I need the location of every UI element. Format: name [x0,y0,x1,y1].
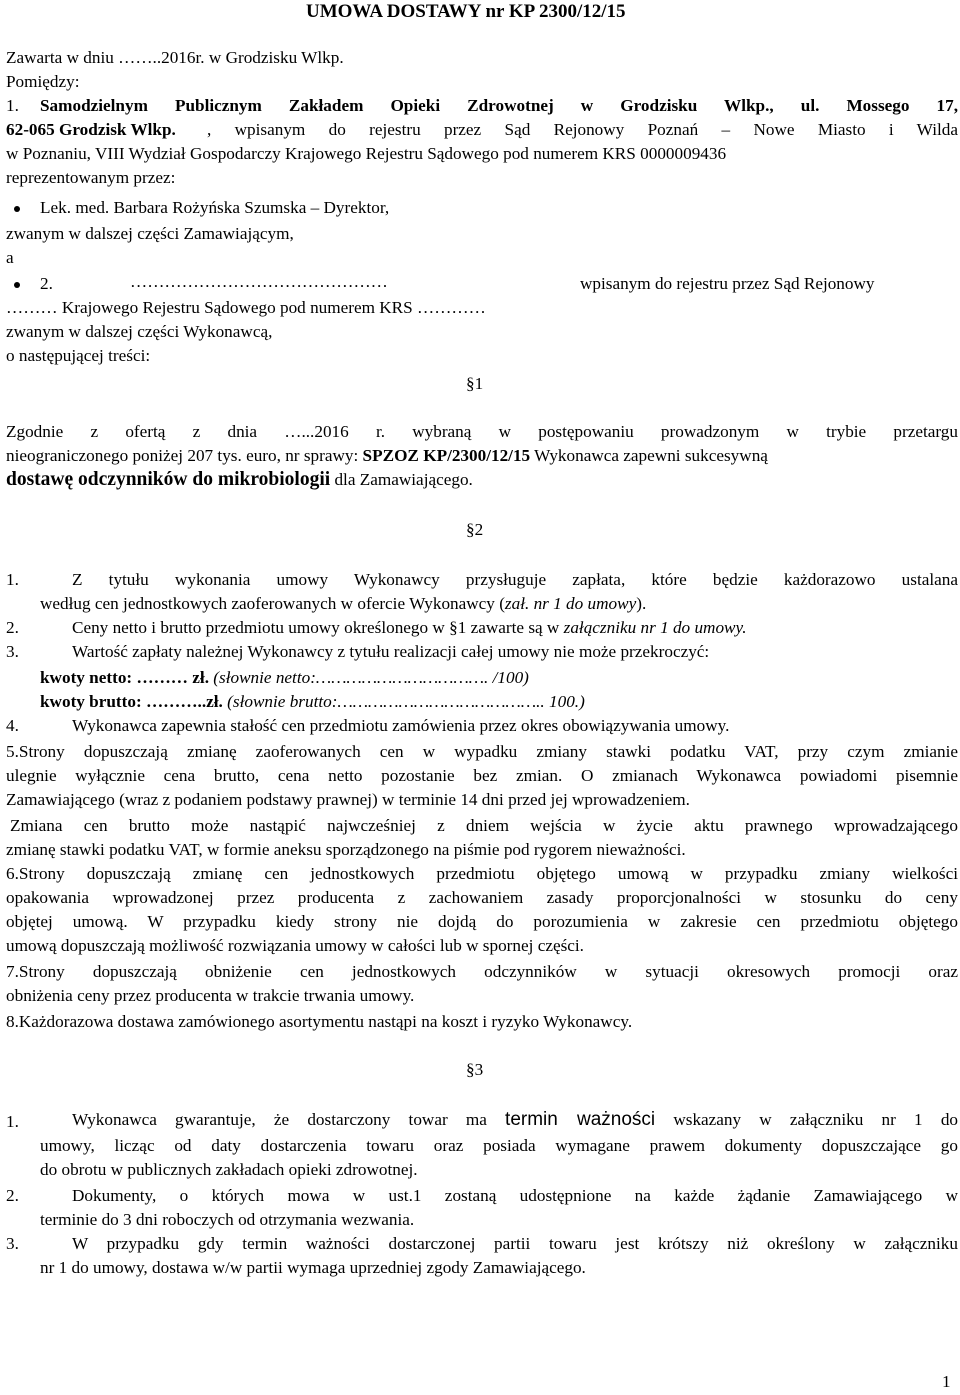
party1-registration-line2: w Poznaniu, VIII Wydział Gospodarczy Krajowego Rejestru Sądowego pod numerem KRS 0000009436 [6,144,727,163]
conjunction-a: a [6,248,14,267]
s3-p3-line2: nr 1 do umowy, dostawa w/w partii wymaga uprzedniej zgody Zamawiającego. [40,1258,586,1277]
s1-line1: Zgodnie z ofertą z dnia …...2016 r. wybraną w postępowaniu prowadzonym w trybie przetargu [6,422,958,441]
s2-p2-text: Ceny netto i brutto przedmiotu umowy określonego w §1 zawarte są w [72,618,564,637]
s2-p5-line1: 5.Strony dopuszczają zmianę zaoferowanych cen w wypadku zmiany stawki podatku VAT, przy czym zmianie [6,742,958,761]
s2-p6-line4: umową dopuszczają możliwość rozwiązania umowy w całości lub w spornej części. [6,936,584,955]
party2-krs: ……… Krajowego Rejestru Sądowego pod numerem KRS ………… [6,298,486,317]
attachment-ref: zał. nr 1 do umowy [504,594,637,613]
s3-p3-line1: W przypadku gdy termin ważności dostarczonej partii towaru jest krótszy niż określony w załączniku [72,1234,958,1253]
page-number: 1 [942,1372,951,1391]
party1-name: Samodzielnym Publicznym Zakładem Opieki Zdrowotnej w Grodzisku Wlkp., ul. Mossego 17, [40,96,958,115]
orderer-definition: zwanym w dalszej części Zamawiającym, [6,224,294,243]
s2-p2-number: 2. [6,618,19,637]
bullet-icon [14,206,20,212]
s3-p1-attachment: wskazany w załączniku nr 1 do [673,1110,959,1129]
s3-p3-number: 3. [6,1234,19,1253]
s2-p1-line1: Z tytułu wykonania umowy Wykonawcy przysługuje zapłata, które będzie każdorazowo ustalana [72,570,958,589]
s3-p2-line1: Dokumenty, o których mowa w ust.1 zostaną udostępnione na każde żądanie Zamawiającego w [72,1186,958,1205]
party2-registration: wpisanym do rejestru przez Sąd Rejonowy [580,274,875,293]
represented-by: reprezentowanym przez: [6,168,176,187]
net-amount-line [40,666,529,690]
document-title: UMOWA DOSTAWY nr KP 2300/12/15 [306,1,626,22]
s1-for-orderer: dla Zamawiającego. [330,470,473,489]
expiry-term: termin ważności [505,1109,656,1130]
s3-p1-number: 1. [6,1112,19,1131]
s3-p1-text: Wykonawca gwarantuje, że dostarczony towar ma [72,1110,506,1129]
s3-p1-line1 [72,1108,958,1132]
gross-amount-words: (słownie brutto:………………………………….. 100.) [222,692,585,711]
section-2-heading: §2 [466,520,484,539]
gross-amount: kwoty brutto: ………..zł. [40,692,223,711]
s3-p1-line3: do obrotu w publicznych zakładach opieki zdrowotnej. [40,1160,418,1179]
following-content: o następującej treści: [6,346,151,365]
contractor-definition: zwanym w dalszej części Wykonawcą, [6,322,273,341]
net-amount: kwoty netto: ……… zł. [40,668,209,687]
s3-p1-line2: umowy, licząc od daty dostarczenia towaru oraz posiada wymagane prawem dokumenty dopuszczające go [40,1136,958,1155]
section-3-heading: §3 [466,1060,484,1079]
s1-procedure: nieograniczonego poniżej 207 tys. euro, nr sprawy: [6,446,363,465]
party2-name-dots: ……………………………………… [130,272,388,291]
s2-p3-line: Wartość zapłaty należnej Wykonawcy z tytułu realizacji całej umowy nie może przekroczyć: [72,642,710,661]
case-number: SPZOZ KP/2300/12/15 [362,446,531,465]
s2-p2-line [72,616,747,640]
party1-city: 62-065 Grodzisk Wlkp. [6,120,176,139]
s2-p8-line: 8.Każdorazowa dostawa zamówionego asortymentu nastąpi na koszt i ryzyko Wykonawcy. [6,1012,633,1031]
gross-amount-line [40,690,585,714]
party1-registration-line1 [6,118,176,142]
s2-p6-line2: opakowania wprowadzonej przez producenta z zachowaniem zasady proporcjonalności w stosunku do ceny [6,888,958,907]
s2-p7-line1: 7.Strony dopuszczają obniżenie cen jednostkowych odczynników w sytuacji okresowych promocji oraz [6,962,958,981]
s2-p5-line4: Zmiana cen brutto może nastąpić najwcześniej z dniem wejścia w życie aktu prawnego wprowadzającego [10,816,958,835]
document-page [6,0,958,1395]
s1-supply: Wykonawca zapewni sukcesywną [530,446,768,465]
s2-p4-line: Wykonawca zapewnia stałość cen przedmiotu zamówienia przez okres obowiązywania umowy. [72,716,730,735]
s2-p1-text: według cen jednostkowych zaoferowanych w ofercie Wykonawcy ( [40,594,505,613]
attachment-ref: załączniku nr 1 do umowy. [563,618,747,637]
s2-p4-number: 4. [6,716,19,735]
party1-number: 1. [6,96,19,115]
net-amount-words: (słownie netto:……………………………. /100) [209,668,529,687]
s2-p6-line1: 6.Strony dopuszczają zmianę cen jednostkowych przedmiotu objętego umową w przypadku zmiany wielkości [6,864,958,883]
s2-p5-line2: ulegnie wyłącznie cena brutto, cena netto pozostanie bez zmian. O zmianach Wykonawca powiadomi pisemnie [6,766,958,785]
s2-p5-line5: zmianę stawki podatku VAT, w formie aneksu sporządzonego na piśmie pod rygorem nieważności. [6,840,686,859]
s1-line2 [6,444,768,468]
subject-of-contract: dostawę odczynników do mikrobiologii [6,469,331,490]
contract-date-line: Zawarta w dniu ……..2016r. w Grodzisku Wlkp. [6,48,344,67]
representative: Lek. med. Barbara Rożyńska Szumska – Dyrektor, [40,198,390,217]
s2-p7-line2: obniżenia ceny przez producenta w trakcie trwania umowy. [6,986,415,1005]
s2-p1-end: ). [636,594,647,613]
s2-p1-number: 1. [6,570,19,589]
party1-registration: , wpisanym do rejestru przez Sąd Rejonowy Poznań – Nowe Miasto i Wilda [207,120,958,139]
between-label: Pomiędzy: [6,72,80,91]
s2-p1-line2 [40,592,646,616]
s3-p2-line2: terminie do 3 dni roboczych od otrzymania wezwania. [40,1210,415,1229]
bullet-icon [14,282,20,288]
s1-line3 [6,468,473,492]
s2-p5-line3: Zamawiającego (wraz z podaniem podstawy prawnej) w terminie 14 dni przed jej wprowadzeniem. [6,790,690,809]
s2-p6-line3: objętej umową. W przypadku kiedy strony nie dojdą do porozumienia w zakresie cen przedmiotu objętego [6,912,958,931]
s2-p3-number: 3. [6,642,19,661]
section-1-heading: §1 [466,374,484,393]
s3-p2-number: 2. [6,1186,19,1205]
party2-number: 2. [40,274,53,293]
